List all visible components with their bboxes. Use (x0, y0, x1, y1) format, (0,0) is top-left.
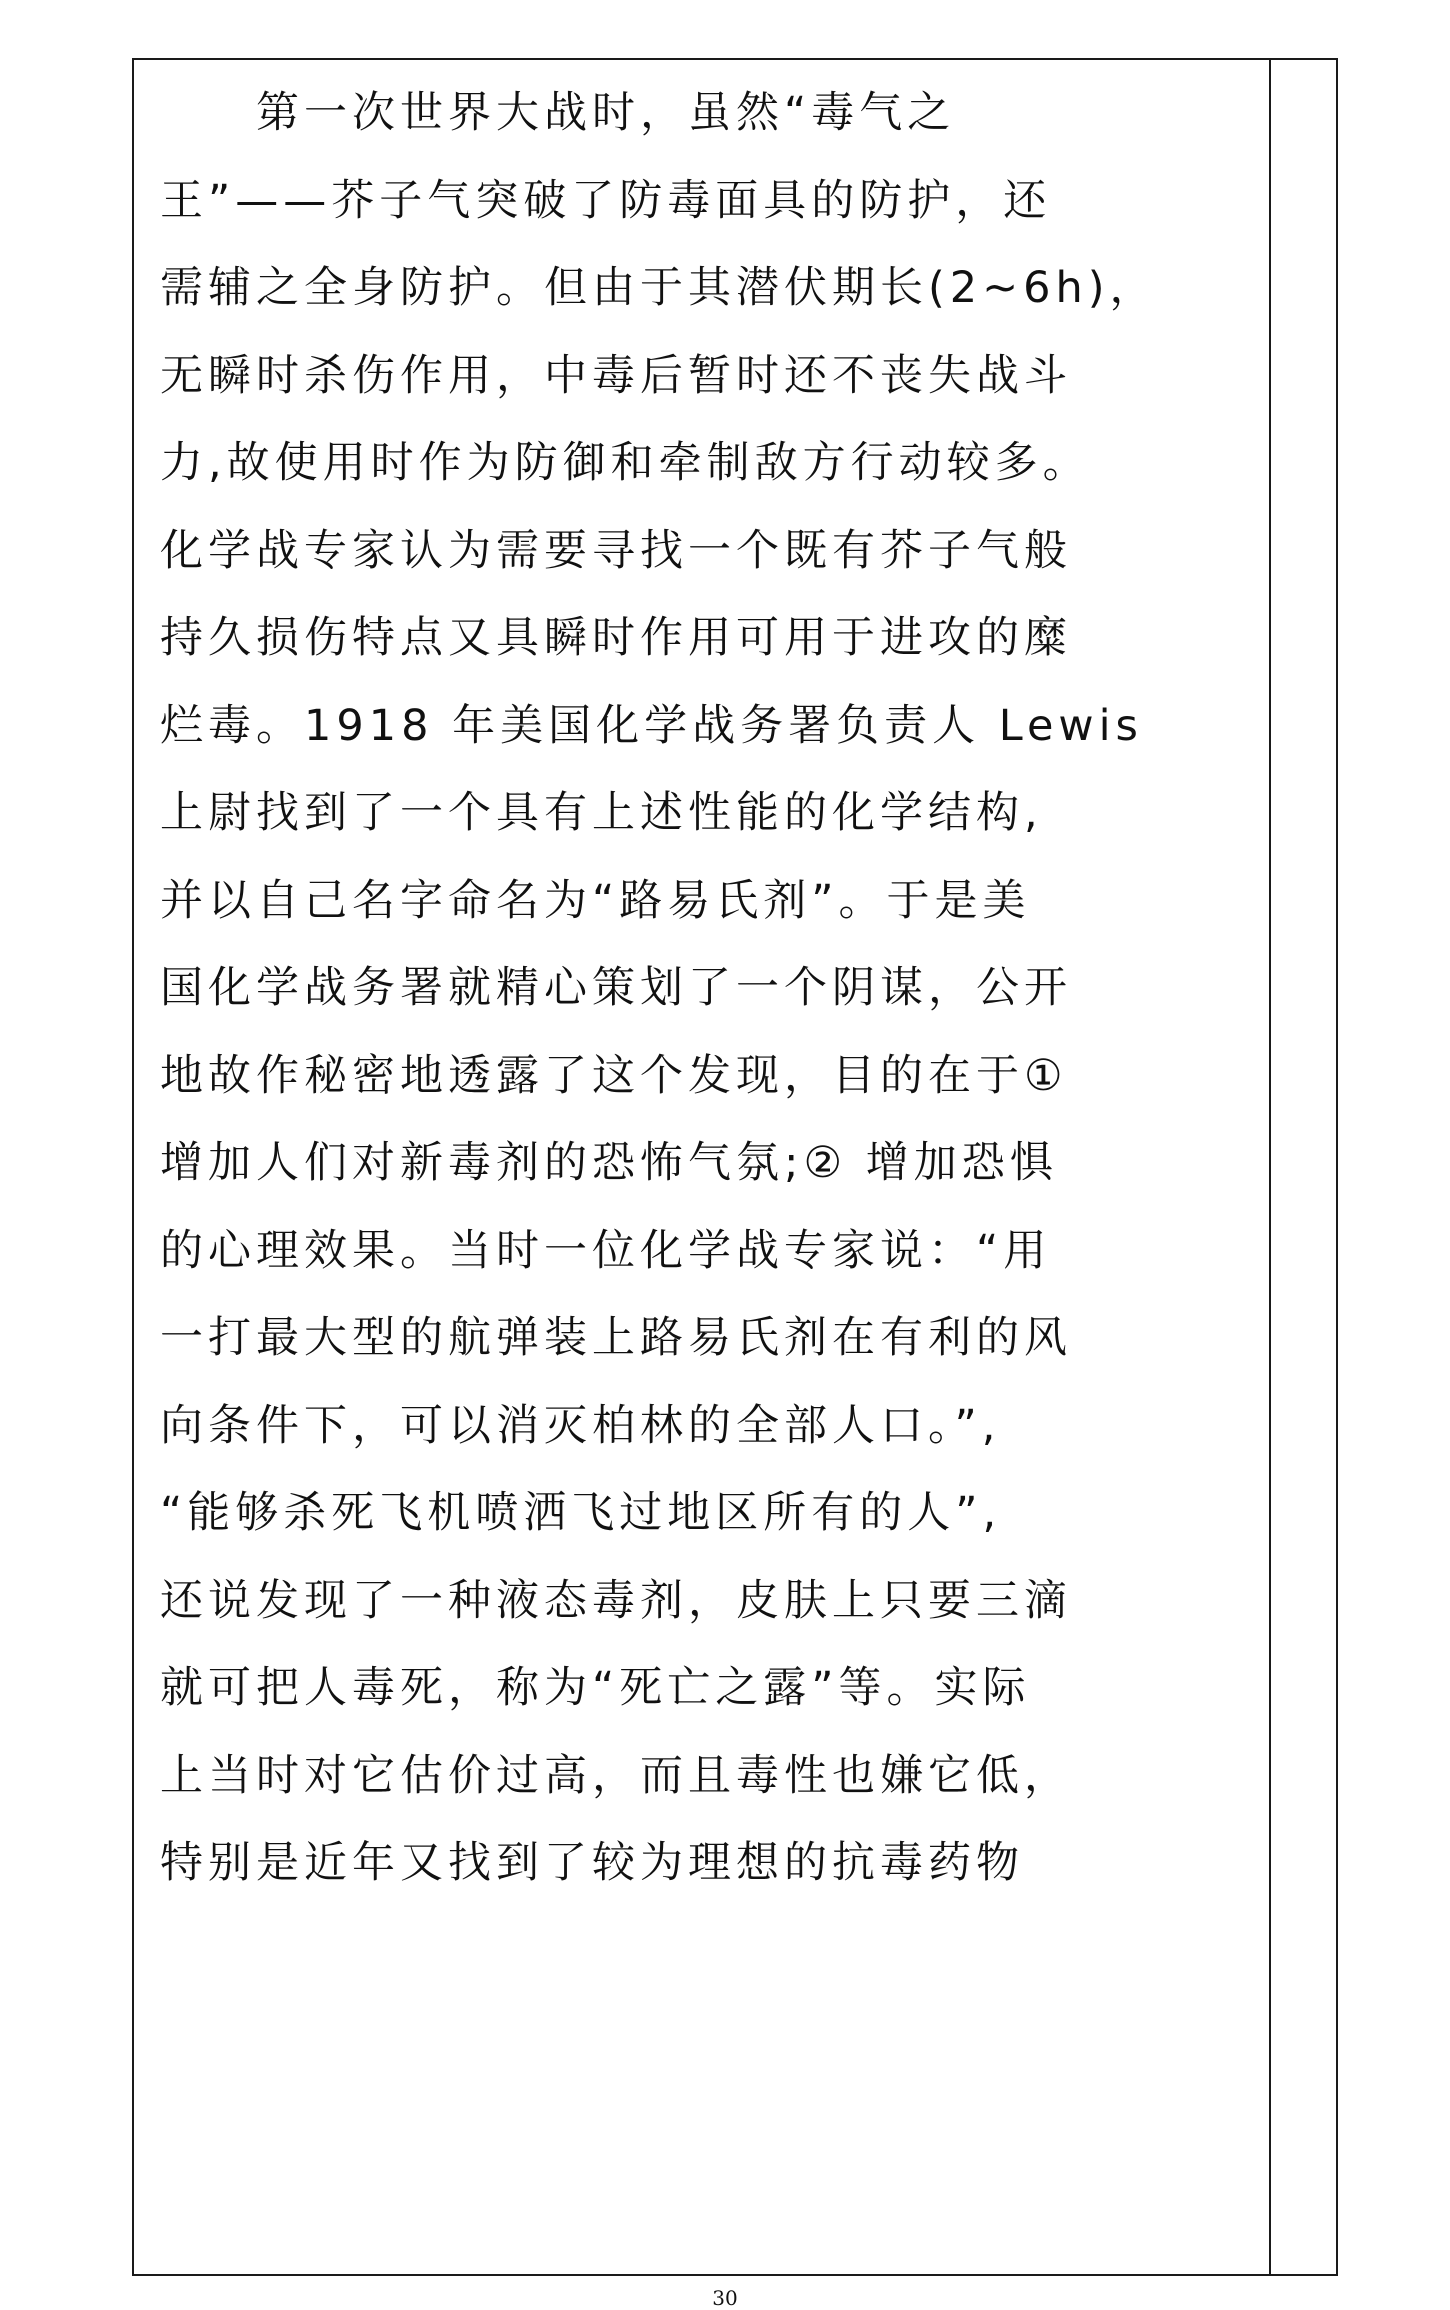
text-line: 无瞬时杀伤作用，中毒后暂时还不丧失战斗 (160, 350, 1072, 401)
column-divider (1269, 60, 1271, 2274)
text-line: 需辅之全身防护。但由于其潜伏期长(2~6h)， (160, 263, 1158, 313)
text-line: 上尉找到了一个具有上述性能的化学结构, (160, 788, 1043, 838)
text-line: 上当时对它估价过高，而且毒性也嫌它低， (160, 1750, 1072, 1801)
text-line: 并以自己名字命名为“路易氏剂”。于是美 (160, 875, 1031, 926)
text-column (160, 70, 1245, 1908)
text-line: 第一次世界大战时，虽然“毒气之 (160, 88, 956, 138)
text-line: 的心理效果。当时一位化学战专家说：“用 (160, 1225, 1052, 1276)
text-line: 王”——芥子气突破了防毒面具的防护，还 (160, 175, 1052, 226)
content-table (132, 58, 1338, 2276)
text-line: 力,故使用时作为防御和牵制敌方行动较多。 (160, 438, 1091, 488)
text-line: 一打最大型的航弹装上路易氏剂在有利的风 (160, 1313, 1072, 1363)
text-line: “能够杀死飞机喷洒飞过地区所有的人”, (160, 1488, 1002, 1538)
page-number: 30 (712, 2286, 738, 2310)
text-line: 还说发现了一种液态毒剂，皮肤上只要三滴 (160, 1575, 1072, 1626)
text-line: 增加人们对新毒剂的恐怖气氛;② 增加恐惧 (160, 1138, 1058, 1188)
text-line: 烂毒。1918 年美国化学战务署负责人 Lewis (160, 700, 1143, 751)
text-line: 地故作秘密地透露了这个发现，目的在于① (160, 1050, 1068, 1101)
text-line: 化学战专家认为需要寻找一个既有芥子气般 (160, 525, 1072, 576)
text-line: 特别是近年又找到了较为理想的抗毒药物 (160, 1838, 1024, 1888)
text-line: 就可把人毒死，称为“死亡之露”等。实际 (160, 1663, 1031, 1713)
text-line: 向条件下，可以消灭柏林的全部人口。”, (160, 1400, 1001, 1451)
text-line: 持久损伤特点又具瞬时作用可用于进攻的糜 (160, 613, 1072, 663)
text-line: 国化学战务署就精心策划了一个阴谋，公开 (160, 963, 1072, 1013)
